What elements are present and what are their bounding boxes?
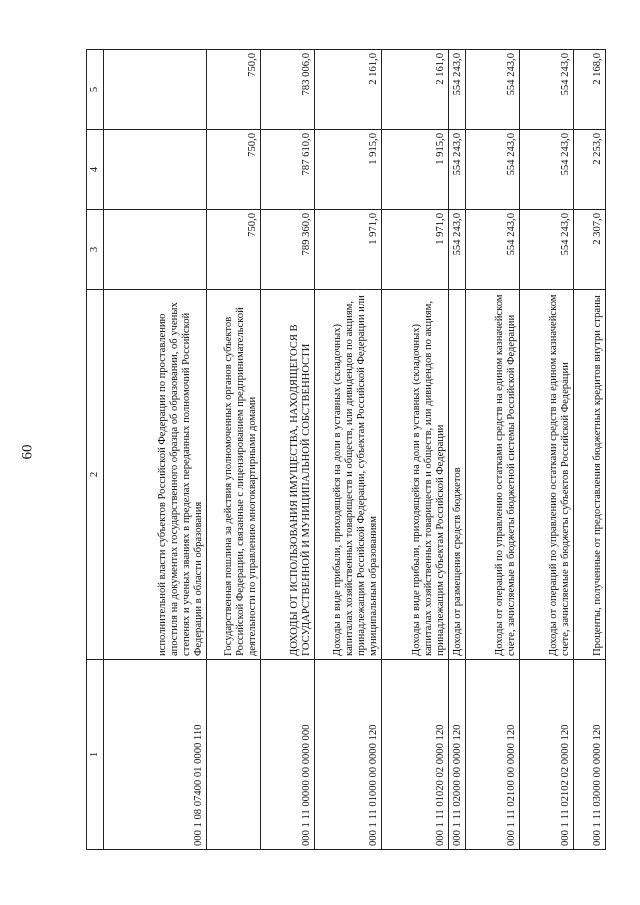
row-value-col5 [104, 50, 207, 130]
header-col-4: 4 [87, 130, 104, 210]
row-value-col5: 2 168,0 [573, 50, 605, 130]
rotated-table-frame [86, 50, 606, 850]
row-value-col3 [104, 210, 207, 290]
row-value-col3: 554 243,0 [448, 210, 465, 290]
row-name: ДОХОДЫ ОТ ИСПОЛЬЗОВАНИЯ ИМУЩЕСТВА, НАХОДЯЩЕГОСЯ В ГОСУДАРСТВЕННОЙ И МУНИЦИПАЛЬНОЙ СОБСТВЕННОСТИ [261, 290, 315, 660]
row-code: 000 1 11 01000 00 0000 120 [315, 660, 382, 850]
revenue-table [86, 49, 606, 850]
table-row [315, 50, 382, 850]
row-code: 000 1 11 01020 02 0000 120 [381, 660, 448, 850]
row-value-col3: 2 307,0 [573, 210, 605, 290]
row-value-col5: 554 243,0 [519, 50, 573, 130]
table-row [261, 50, 315, 850]
row-code: 000 1 11 02100 00 0000 120 [465, 660, 519, 850]
row-value-col4: 787 610,0 [261, 130, 315, 210]
header-col-1: 1 [87, 660, 104, 850]
table-row [519, 50, 573, 850]
row-name: Проценты, полученные от предоставления бюджетных кредитов внутри страны [573, 290, 605, 660]
row-value-col5: 554 243,0 [465, 50, 519, 130]
table-row [573, 50, 605, 850]
row-name: Доходы от размещения средств бюджетов [448, 290, 465, 660]
header-col-2: 2 [87, 290, 104, 660]
row-value-col5: 2 161,0 [381, 50, 448, 130]
row-name: Доходы от операций по управлению остатками средств на едином казначейском счете, зачисляемые в бюджеты субъектов Российской Федерации [519, 290, 573, 660]
row-value-col3: 554 243,0 [465, 210, 519, 290]
row-value-col4: 750,0 [207, 130, 261, 210]
table-container [86, 50, 606, 850]
row-code: 000 1 11 02102 02 0000 120 [519, 660, 573, 850]
row-value-col4: 554 243,0 [465, 130, 519, 210]
row-name: исполнительной власти субъектов Российской Федерации по проставлению апостиля на документах государственного образца об образовании, об ученых степенях и ученых званиях в пределах переданных полномочий Российской Федерации в области образования [104, 290, 207, 660]
row-value-col5: 750,0 [207, 50, 261, 130]
row-value-col3: 750,0 [207, 210, 261, 290]
table-row [104, 50, 207, 850]
row-value-col4: 554 243,0 [448, 130, 465, 210]
row-code: 000 1 11 02000 00 0000 120 [448, 660, 465, 850]
row-name: Доходы в виде прибыли, приходящейся на доли в уставных (складочных) капиталах хозяйственных товариществ и обществ, или дивидендов по акциям, принадлежащим Российской Федерации, субъектам Российской Федерации или муниципальным образованиям [315, 290, 382, 660]
header-col-5: 5 [87, 50, 104, 130]
table-row [448, 50, 465, 850]
row-code [207, 660, 261, 850]
table-row [207, 50, 261, 850]
table-row [465, 50, 519, 850]
row-value-col3: 554 243,0 [519, 210, 573, 290]
row-value-col3: 789 360,0 [261, 210, 315, 290]
row-value-col5: 554 243,0 [448, 50, 465, 130]
table-row [381, 50, 448, 850]
page-number: 60 [19, 444, 36, 460]
row-value-col4: 1 915,0 [315, 130, 382, 210]
row-value-col4: 554 243,0 [519, 130, 573, 210]
row-name: Государственная пошлина за действия уполномоченных органов субъектов Российской Федерации, связанные с лицензированием предпринимательской деятельности по управлению многоквартирными домами [207, 290, 261, 660]
row-value-col5: 783 006,0 [261, 50, 315, 130]
row-value-col5: 2 161,0 [315, 50, 382, 130]
row-code: 000 1 11 03000 00 0000 120 [573, 660, 605, 850]
table-header-row [87, 50, 104, 850]
row-value-col4: 2 253,0 [573, 130, 605, 210]
row-value-col3: 1 971,0 [315, 210, 382, 290]
row-code: 000 1 11 00000 00 0000 000 [261, 660, 315, 850]
row-value-col4 [104, 130, 207, 210]
row-name: Доходы в виде прибыли, приходящейся на доли в уставных (складочных) капиталах хозяйственных товариществ и обществ, или дивидендов по акциям, принадлежащим субъектам Российской Федерации [381, 290, 448, 660]
row-name: Доходы от операций по управлению остатками средств на едином казначейском счете, зачисляемые в бюджеты бюджетной системы Российской Федерации [465, 290, 519, 660]
row-value-col3: 1 971,0 [381, 210, 448, 290]
row-value-col4: 1 915,0 [381, 130, 448, 210]
row-code: 000 1 08 07400 01 0000 110 [104, 660, 207, 850]
header-col-3: 3 [87, 210, 104, 290]
